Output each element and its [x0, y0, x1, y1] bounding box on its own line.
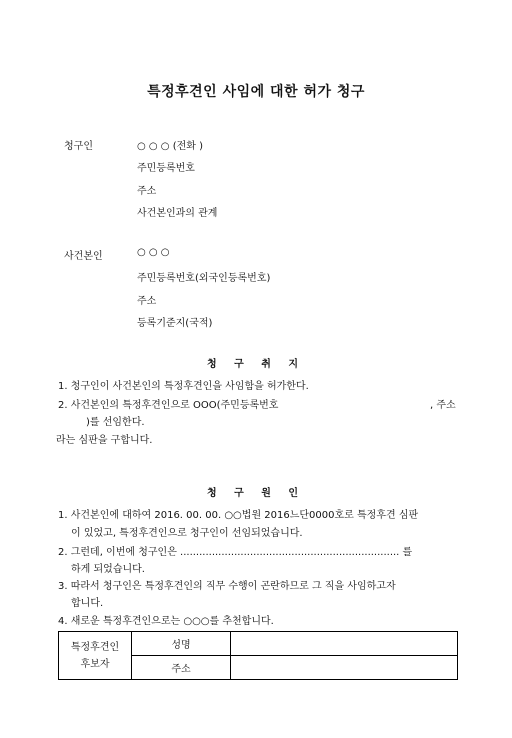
subject-id-number: 주민등록번호(외국인등록번호)	[137, 273, 271, 284]
purpose-line-3: 라는 심판을 구합니다.	[56, 435, 153, 446]
table-row	[59, 632, 458, 656]
purpose-line-2-cont: )를 선임한다.	[86, 417, 145, 428]
grounds-para-2-cont: 하게 되었습니다.	[71, 564, 145, 575]
petitioner-address: 주소	[137, 186, 157, 197]
purpose-line-2: 2. 사건본인의 특정후견인으로 OOO(주민등록번호	[58, 400, 279, 411]
purpose-heading: 청 구 취 지	[206, 359, 306, 370]
subject-name-line: ○ ○ ○	[137, 247, 170, 258]
petitioner-relation: 사건본인과의 관계	[137, 208, 218, 219]
purpose-line-1: 1. 청구인이 사건본인의 특정후견인을 사임함을 허가한다.	[58, 381, 309, 392]
petitioner-name-line: ○ ○ ○ (전화 )	[137, 141, 204, 152]
candidate-label-line-2: 후보자	[80, 658, 110, 670]
candidate-label-cell	[59, 632, 132, 680]
petitioner-id-number: 주민등록번호	[137, 163, 195, 174]
grounds-para-2: 2. 그런데, 이번에 청구인은 ..................................................................... 를	[58, 547, 413, 558]
grounds-para-1-cont: 이 있었고, 특정후견인으로 청구인이 선임되었습니다.	[71, 528, 303, 539]
candidate-address-label: 주소	[132, 656, 231, 680]
grounds-para-3-cont: 합니다.	[71, 598, 104, 609]
candidate-name-label: 성명	[132, 632, 231, 656]
candidate-label-line-1: 특정후견인	[70, 641, 120, 653]
grounds-para-3: 3. 따라서 청구인은 특정후견인의 직무 수행이 곤란하므로 그 직을 사임하고자	[58, 581, 396, 592]
purpose-line-2-address: , 주소	[430, 400, 456, 411]
grounds-para-1: 1. 사건본인에 대하여 2016. 00. 00. ○○법원 2016느단0000호로 특정후견 심판	[58, 510, 419, 521]
subject-label: 사건본인	[64, 251, 103, 262]
candidate-address-field[interactable]	[231, 656, 458, 680]
grounds-heading: 청 구 원 인	[206, 488, 306, 499]
subject-registration-base: 등록기준지(국적)	[137, 318, 213, 329]
grounds-para-4: 4. 새로운 특정후견인으로는 ○○○를 추천합니다.	[58, 616, 274, 627]
candidate-table	[58, 631, 458, 680]
candidate-name-field[interactable]	[231, 632, 458, 656]
subject-address: 주소	[137, 296, 157, 307]
petitioner-label: 청구인	[64, 141, 93, 152]
page-title: 특정후견인 사임에 대한 허가 청구	[147, 84, 365, 100]
